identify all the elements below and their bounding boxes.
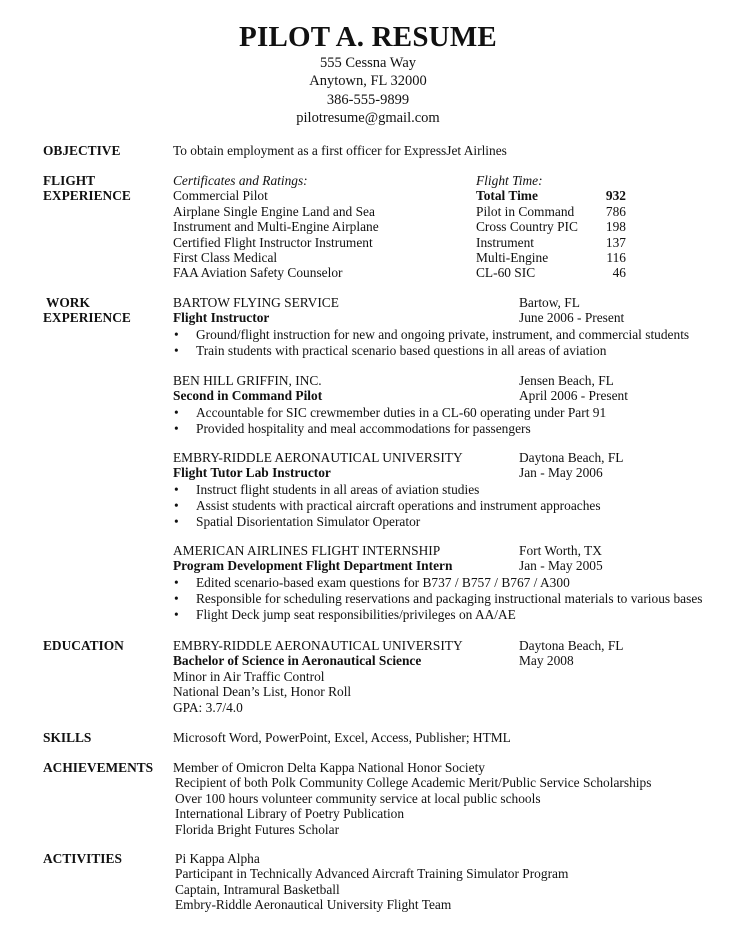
job-entry: [173, 543, 702, 623]
education-detail: Minor in Air Traffic Control: [173, 668, 325, 684]
flight-time-row-value: 137: [605, 234, 626, 250]
job-location: Jensen Beach, FL: [519, 373, 614, 388]
flight-time-row-value: 46: [612, 265, 626, 281]
achievements-heading: ACHIEVEMENTS: [43, 760, 154, 775]
resume-name: PILOT A. RESUME: [239, 21, 497, 53]
job-title: Flight Tutor Lab Instructor: [173, 465, 331, 481]
flight-time-row-label: CL-60 SIC: [476, 265, 536, 281]
resume-header: [0, 20, 736, 127]
achievement-item: Member of Omicron Delta Kappa National Honor Society: [173, 760, 485, 775]
job-dates: June 2006 - Present: [519, 310, 625, 326]
job-title: Program Development Flight Department Intern: [173, 558, 453, 574]
phone-number: 386-555-9899: [326, 91, 410, 108]
achievement-item: Over 100 hours volunteer community service at local public schools: [175, 790, 541, 806]
education-degree: Bachelor of Science in Aeronautical Science: [173, 653, 422, 669]
flight-time-row-value: 198: [605, 219, 626, 235]
job-bullet: • Edited scenario-based exam questions for B737 / B757 / B767 / A300: [173, 575, 702, 591]
job-bullet: • Spatial Disorientation Simulator Operator: [173, 514, 601, 530]
flight-time-label: Flight Time:: [476, 173, 543, 188]
activities-heading: ACTIVITIES: [43, 851, 122, 866]
activity-item: Embry-Riddle Aeronautical University Flight Team: [175, 897, 452, 913]
flight-experience-heading: [43, 173, 131, 204]
flight-time-row-label: Instrument: [476, 234, 535, 250]
work-experience-heading-line-1: WORK: [46, 295, 90, 310]
job-bullets: [173, 327, 689, 359]
job-employer: AMERICAN AIRLINES FLIGHT INTERNSHIP: [173, 543, 441, 558]
education-location: Daytona Beach, FL: [519, 638, 624, 653]
education-meta: [519, 638, 624, 669]
job-title: Flight Instructor: [173, 310, 270, 326]
activity-item: Captain, Intramural Basketball: [175, 881, 340, 897]
job-meta: [519, 295, 624, 326]
flight-time-row-label: Cross Country PIC: [476, 219, 578, 235]
job-meta: [519, 373, 628, 404]
flight-time-row: [476, 188, 626, 203]
certificate-item: Airplane Single Engine Land and Sea: [173, 203, 375, 219]
certificate-item: FAA Aviation Safety Counselor: [173, 265, 343, 281]
certificate-item: Instrument and Multi-Engine Airplane: [173, 219, 379, 235]
achievements-list: [173, 760, 651, 837]
objective-text: To obtain employment as a first officer for ExpressJet Airlines: [173, 143, 507, 158]
job-bullet: • Train students with practical scenario based questions in all areas of aviation: [173, 343, 689, 359]
certificate-item: First Class Medical: [173, 249, 278, 265]
email-address: pilotresume@gmail.com: [296, 109, 440, 126]
education-detail: GPA: 3.7/4.0: [173, 699, 243, 715]
job-dates: Jan - May 2006: [519, 465, 603, 481]
job-location: Daytona Beach, FL: [519, 450, 624, 465]
job-meta: [519, 450, 624, 481]
skills-text: Microsoft Word, PowerPoint, Excel, Access, Publisher; HTML: [173, 730, 511, 745]
flight-time-row-label: Pilot in Command: [476, 203, 575, 219]
job-bullet: • Accountable for SIC crewmember duties in a CL-60 operating under Part 91: [173, 405, 606, 421]
education-detail: National Dean’s List, Honor Roll: [173, 684, 352, 700]
flight-time-row: [476, 204, 626, 219]
job-bullets: [173, 575, 702, 624]
education-heading: EDUCATION: [43, 638, 124, 653]
job-bullet: • Provided hospitality and meal accommodations for passengers: [173, 421, 606, 437]
job-employer: BEN HILL GRIFFIN, INC.: [173, 373, 322, 388]
work-experience-heading-line-2: EXPERIENCE: [43, 310, 131, 326]
work-experience-heading: [43, 295, 131, 326]
flight-time-row-value: 932: [605, 188, 626, 204]
certificate-item: Certified Flight Instructor Instrument: [173, 234, 373, 250]
flight-time-row-label: Total Time: [476, 188, 538, 204]
education-entry: [173, 638, 463, 715]
job-bullet: • Assist students with practical aircraft operations and instrument approaches: [173, 498, 601, 514]
job-bullet: • Ground/flight instruction for new and ongoing private, instrument, and commercial students: [173, 327, 689, 343]
activity-item: Participant in Technically Advanced Aircraft Training Simulator Program: [175, 866, 569, 882]
job-dates: Jan - May 2005: [519, 558, 603, 574]
job-bullets: [173, 405, 606, 437]
flight-time-row: [476, 250, 626, 265]
job-employer: BARTOW FLYING SERVICE: [173, 295, 339, 310]
certificates-label: Certificates and Ratings:: [173, 173, 308, 188]
job-meta: [519, 543, 603, 574]
objective-heading: OBJECTIVE: [43, 143, 121, 158]
activities-list: [175, 851, 568, 913]
flight-time-row-label: Multi-Engine: [476, 249, 549, 265]
job-title: Second in Command Pilot: [173, 388, 323, 404]
certificates-list: [173, 173, 379, 281]
education-school: EMBRY-RIDDLE AERONAUTICAL UNIVERSITY: [173, 638, 463, 653]
flight-time-row: [476, 235, 626, 250]
skills-heading: SKILLS: [43, 730, 92, 745]
flight-time-row: [476, 219, 626, 234]
job-bullet: • Responsible for scheduling reservations and packaging instructional materials to various bases: [173, 591, 702, 607]
certificate-item: Commercial Pilot: [173, 188, 268, 204]
education-date: May 2008: [519, 653, 574, 669]
job-location: Fort Worth, TX: [519, 543, 602, 558]
job-bullets: [173, 482, 601, 531]
flight-time-row-value: 786: [605, 203, 626, 219]
flight-experience-heading-line-1: FLIGHT: [43, 173, 96, 188]
achievement-item: International Library of Poetry Publication: [175, 806, 405, 822]
flight-time-row-value: 116: [606, 249, 626, 265]
activity-item: Pi Kappa Alpha: [175, 851, 260, 866]
achievement-item: Florida Bright Futures Scholar: [175, 821, 340, 837]
job-employer: EMBRY-RIDDLE AERONAUTICAL UNIVERSITY: [173, 450, 463, 465]
flight-time-table: [476, 173, 626, 281]
job-dates: April 2006 - Present: [519, 388, 628, 404]
flight-time-row: [476, 265, 626, 280]
address-line-1: 555 Cessna Way: [319, 55, 417, 71]
job-location: Bartow, FL: [519, 295, 580, 310]
address-line-2: Anytown, FL 32000: [309, 73, 427, 90]
job-bullet: • Flight Deck jump seat responsibilities/privileges on AA/AE: [173, 607, 702, 623]
flight-experience-heading-line-2: EXPERIENCE: [43, 188, 131, 204]
achievement-item: Recipient of both Polk Community College Academic Merit/Public Service Scholarships: [175, 775, 652, 791]
job-bullet: • Instruct flight students in all areas of aviation studies: [173, 482, 601, 498]
